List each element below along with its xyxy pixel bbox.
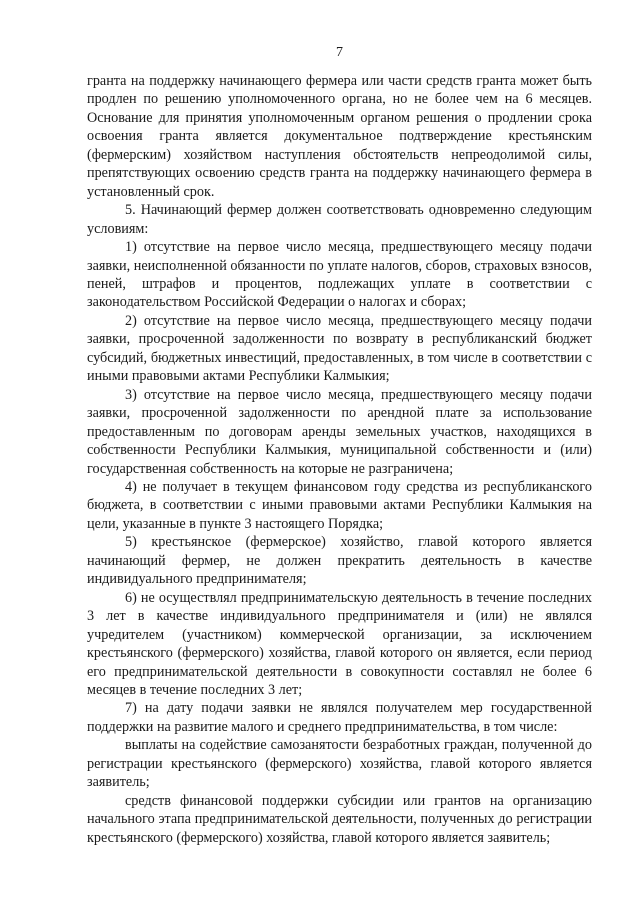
paragraph-condition-7: 7) на дату подачи заявки не являлся получателем мер государственной поддержки на развитие малого и среднего предпринимательства, в том числе: [87, 700, 592, 735]
paragraph-condition-5: 5) крестьянское (фермерское) хозяйство, главой которого является начинающий фермер, не должен прекратить деятельность в качестве индивидуального предпринимателя; [87, 534, 592, 588]
paragraph-subitem-grants: средств финансовой поддержки субсидии или грантов на организацию начального этапа предпринимательской деятельности, полученных до регистрации крестьянского (фермерского) хозяйства, главой которого является заявитель; [87, 792, 592, 846]
paragraph-condition-1: 1) отсутствие на первое число месяца, предшествующего месяцу подачи заявки, неисполненной обязанности по уплате налогов, сборов, страховых взносов, пеней, штрафов и процентов, подлежащих уплате в соответствии с законодательством Российской Федерации о налогах и сборах; [87, 239, 592, 311]
paragraph-condition-2: 2) отсутствие на первое число месяца, предшествующего месяцу подачи заявки, просроченной задолженности по возврату в республиканский бюджет субсидий, бюджетных инвестиций, предоставленных, в том числе в соответствии с иными правовыми актами Республики Калмыкия; [87, 312, 592, 385]
document-page [87, 0, 592, 847]
paragraph-subitem-unemployment: выплаты на содействие самозанятости безработных граждан, полученной до регистрации крестьянского (фермерского) хозяйства, главой которого является заявитель; [87, 737, 592, 791]
paragraph-condition-6: 6) не осуществлял предпринимательскую деятельность в течение последних 3 лет в качестве индивидуального предпринимателя и (или) не являлся учредителем (участником) коммерческой организации, за исключением крестьянского (фермерского) хозяйства, главой которого он является, если период его предпринимательской деятельности в совокупности составлял не более 6 месяцев в течение последних 3 лет; [87, 589, 592, 698]
page-number: 7 [336, 45, 343, 60]
paragraph-section-5: 5. Начинающий фермер должен соответствовать одновременно следующим условиям: [87, 202, 592, 237]
document-body [87, 72, 592, 847]
paragraph-condition-3: 3) отсутствие на первое число месяца, предшествующего месяцу подачи заявки, просроченной задолженности по арендной плате за использование предоставленным по договорам аренды земельных участков, находящихся в собственности Республики Калмыкия, муниципальной собственности и (или) государственная собственность на которые не разграничена; [87, 386, 592, 477]
paragraph-grant-extension: гранта на поддержку начинающего фермера или части средств гранта может быть продлен по решению уполномоченного органа, но не более чем на 6 месяцев. Основание для принятия уполномоченным органом решения о продлении срока освоения гранта является документальное подтверждение крестьянским (фермерским) хозяйством наступления обстоятельств непреодолимой силы, препятствующих освоению средств гранта на поддержку начинающего фермера в установленный срок. [87, 73, 592, 200]
paragraph-condition-4: 4) не получает в текущем финансовом году средства из республиканского бюджета, в соответствии с иными правовыми актами Республики Калмыкия на цели, указанные в пункте 3 настоящего Порядка; [87, 478, 592, 532]
